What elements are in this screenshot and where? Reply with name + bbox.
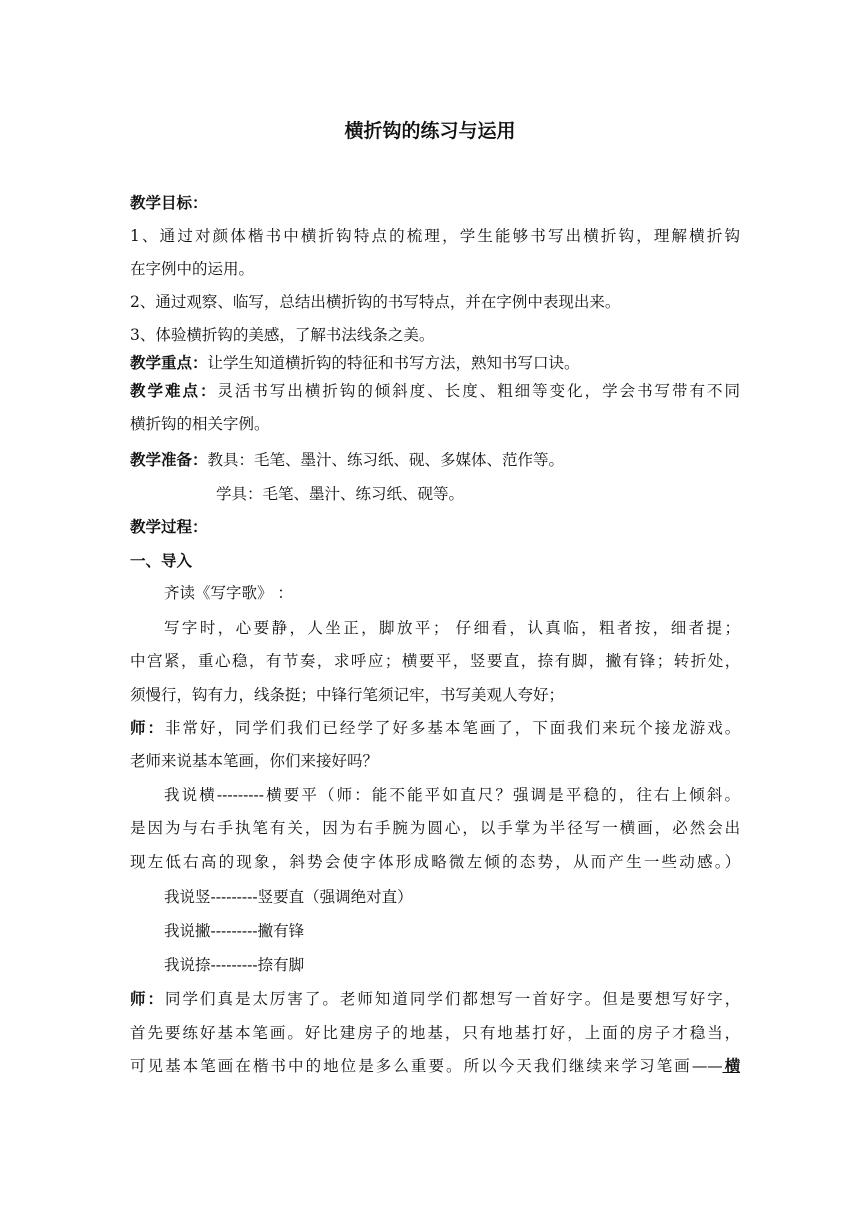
- teacher-text-1: 非常好，同学们我们已经学了好多基本笔画了，下面我们来玩个接龙游戏。: [164, 719, 740, 737]
- preparation-teacher: [130, 449, 740, 471]
- song-line-3: 须慢行，钩有力，线条挺；中锋行笔须记牢，书写美观人夸好；: [130, 686, 565, 704]
- read-song-instruction: 齐读《写字歌》 ：: [164, 584, 293, 602]
- song-line-1: 写字时，心要静，人坐正，脚放平； 仔细看，认真临，粗者按，细者提；: [164, 619, 740, 637]
- teacher-line-1: [130, 717, 740, 739]
- goal-3: 3、体验横折钩的美感，了解书法线条之美。: [130, 326, 435, 344]
- underlined-term: 横: [722, 1057, 740, 1075]
- difficulty-text: 灵活书写出横折钩的倾斜度、长度、粗细等变化，学会书写带有不同: [217, 382, 740, 400]
- section-1-heading: 一、导入: [130, 552, 193, 570]
- goals-heading: 教学目标：: [130, 194, 208, 212]
- teacher-line-3: [130, 988, 740, 1010]
- goal-1-line-1: 1、通过对颜体楷书中横折钩特点的梳理，学生能够书写出横折钩，理解横折钩: [130, 227, 740, 245]
- na-line: 我说捺---------捺有脚: [164, 956, 305, 974]
- pie-line: 我说撇---------撇有锋: [164, 922, 305, 940]
- difficulty-label: 教学难点：: [130, 382, 218, 400]
- teacher-label-2: 师：: [130, 990, 165, 1008]
- heng-line-2: 是因为与右手执笔有关，因为右手腕为圆心，以手掌为半径写一横画，必然会出: [130, 819, 740, 837]
- key-point-text: 让学生知道横折钩的特征和书写方法，熟知书写口诀。: [207, 354, 580, 372]
- preparation-label: 教学准备：: [130, 451, 208, 469]
- teacher-line-4: 首先要练好基本笔画。好比建房子的地基，只有地基打好，上面的房子才稳当，: [130, 1024, 740, 1042]
- goal-2: 2、通过观察、临写，总结出横折钩的书写特点，并在字例中表现出来。: [130, 293, 621, 311]
- goal-1-line-2: 在字例中的运用。: [130, 260, 255, 278]
- teacher-label: 师：: [130, 719, 165, 737]
- difficulty-line-1: [130, 380, 740, 402]
- heng-line-1: 我说横---------横要平（师：能不能平如直尺？强调是平稳的，往右上倾斜。: [164, 786, 740, 804]
- teacher-line-5: [130, 1055, 740, 1077]
- page-title: 横折钩的练习与运用: [344, 120, 516, 142]
- teacher-text-5: 可见基本笔画在楷书中的地位是多么重要。所以今天我们继续来学习笔画——: [130, 1057, 723, 1075]
- key-point-label: 教学重点：: [130, 354, 208, 372]
- song-line-2: 中宫紧，重心稳，有节奏，求呼应；横要平，竖要直，捺有脚，撇有锋；转折处，: [130, 652, 740, 670]
- difficulty-line-2: 横折钩的相关字例。: [130, 415, 270, 433]
- teacher-text-2: 同学们真是太厉害了。老师知道同学们都想写一首好字。但是要想写好字，: [164, 990, 740, 1008]
- shu-line: 我说竖---------竖要直（强调绝对直）: [164, 888, 413, 906]
- preparation-teacher-text: 教具：毛笔、墨汁、练习纸、砚、多媒体、范作等。: [207, 451, 565, 469]
- teacher-line-2: 老师来说基本笔画，你们来接好吗？: [130, 752, 379, 770]
- heng-line-3: 现左低右高的现象，斜势会使字体形成略微左倾的态势，从而产生一些动感。）: [130, 853, 740, 871]
- process-heading: 教学过程：: [130, 518, 208, 536]
- key-point: [130, 352, 740, 374]
- preparation-student: 学具：毛笔、墨汁、练习纸、砚等。: [216, 485, 465, 503]
